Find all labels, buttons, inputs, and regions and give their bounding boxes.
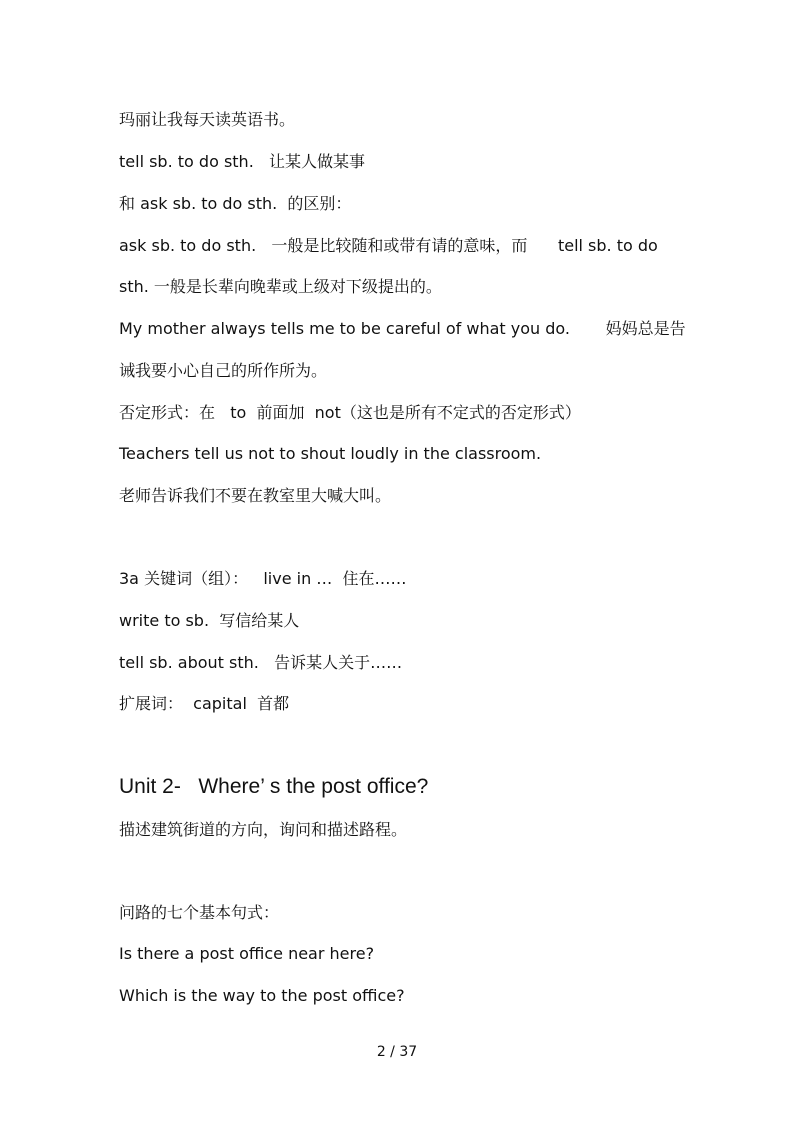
text-line-2: tell sb. to do sth. 让某人做某事 <box>119 152 366 171</box>
text-line-9: Teachers tell us not to shout loudly in the classroom. <box>119 444 542 463</box>
text-line-1: 玛丽让我每天读英语书。 <box>119 110 296 129</box>
text-line-15: 描述建筑街道的方向，询问和描述路程。 <box>119 820 408 839</box>
text-line-13: tell sb. about sth. 告诉某人关于…… <box>119 653 403 672</box>
text-line-11: 3a 关键词（组）： live in … 住在…… <box>119 569 407 588</box>
text-line-7: 诫我要小心自己的所作所为。 <box>119 361 328 380</box>
text-line-10: 老师告诉我们不要在教室里大喊大叫。 <box>119 486 392 505</box>
page-number: 2 / 37 <box>376 1044 418 1060</box>
text-line-16: 问路的七个基本句式： <box>119 903 280 922</box>
text-line-6: My mother always tells me to be careful of what you do. 妈妈总是告 <box>119 319 686 338</box>
text-line-14: 扩展词： capital 首都 <box>119 694 290 713</box>
text-line-12: write to sb. 写信给某人 <box>119 611 300 630</box>
text-line-3: 和 ask sb. to do sth. 的区别： <box>119 194 352 213</box>
text-line-8: 否定形式：在 to 前面加 not（这也是所有不定式的否定形式） <box>119 403 581 422</box>
text-line-5: sth. 一般是长辈向晚辈或上级对下级提出的。 <box>119 277 442 296</box>
text-line-18: Which is the way to the post office? <box>119 986 405 1005</box>
section-heading: Unit 2- Where’ s the post office? <box>119 775 429 798</box>
text-line-17: Is there a post office near here? <box>119 944 375 963</box>
text-line-4: ask sb. to do sth. 一般是比较随和或带有请的意味，而 tell sb. to do <box>119 236 658 255</box>
